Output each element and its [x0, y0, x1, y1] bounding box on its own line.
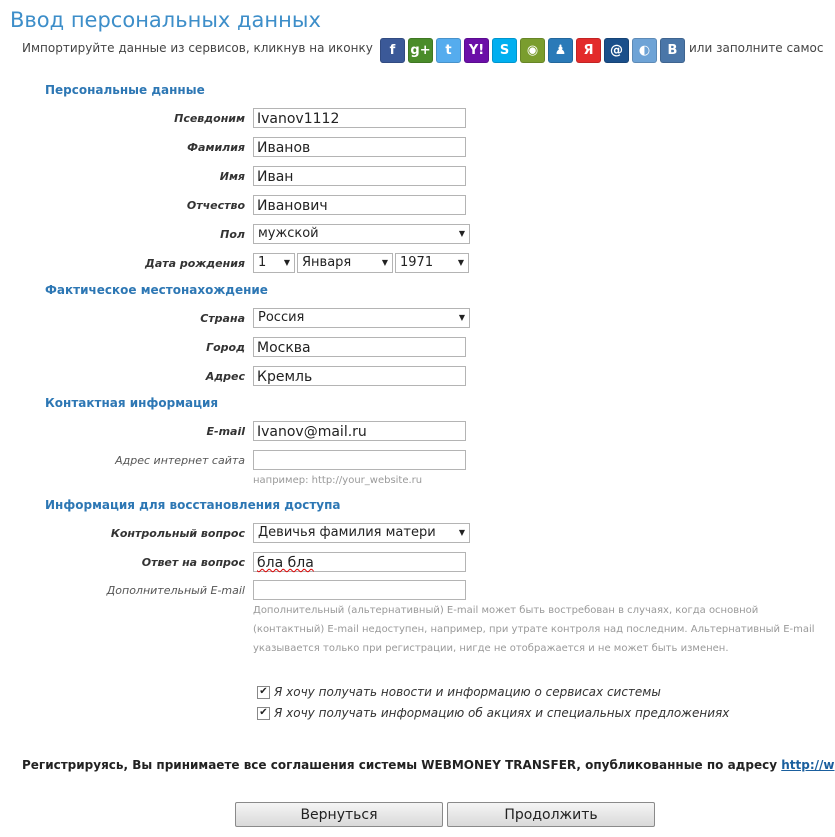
- news-checkbox-label[interactable]: Я хочу получать новости и информацию о сервисах системы: [274, 685, 661, 699]
- promo-checkbox-label[interactable]: Я хочу получать информацию об акциях и специальных предложениях: [274, 706, 730, 720]
- agreement-link[interactable]: http://w: [781, 758, 835, 772]
- facebook-icon[interactable]: f: [380, 38, 405, 63]
- extra-email-help: Дополнительный (альтернативный) E-mail может быть востребован в случаях, когда основной (контактный) E-mail недоступен, например, при утрате контроля над последним. Альтернативный E-mail указывается только при регистрации, нигде не отображается и не может быть изменен.: [253, 605, 815, 654]
- extra-email-label: Дополнительный E-mail: [106, 584, 245, 597]
- google-icon[interactable]: g+: [408, 38, 433, 63]
- city-input[interactable]: Москва: [253, 337, 466, 357]
- lastname-input[interactable]: Иванов: [253, 137, 466, 157]
- extra-email-input[interactable]: [253, 580, 466, 600]
- agreement-statement: Регистрируясь, Вы принимаете все соглашения системы WEBMONEY TRANSFER, опубликованные по адресу: [22, 758, 778, 772]
- promo-checkbox[interactable]: ✔: [257, 707, 270, 720]
- firstname-input[interactable]: Иван: [253, 166, 466, 186]
- email-input[interactable]: Ivanov@mail.ru: [253, 421, 466, 441]
- answer-input[interactable]: [253, 552, 466, 572]
- nickname-label: Псевдоним: [174, 112, 245, 125]
- email-label: E-mail: [206, 425, 245, 438]
- section-location-heading: Фактическое местонахождение: [45, 283, 268, 297]
- country-value: Россия: [258, 310, 305, 325]
- agreement-text: [22, 758, 835, 772]
- openid-icon[interactable]: ◉: [520, 38, 545, 63]
- promo-subscription-row: [257, 706, 729, 720]
- nickname-input[interactable]: Ivanov1112: [253, 108, 466, 128]
- city-label: Город: [206, 341, 245, 354]
- patronymic-label: Отчество: [186, 199, 245, 212]
- section-contact-heading: Контактная информация: [45, 396, 219, 410]
- firstname-label: Имя: [219, 170, 245, 183]
- birth-month-select[interactable]: [297, 253, 393, 273]
- page-title: Ввод персональных данных: [10, 8, 321, 32]
- odnoklassniki-icon[interactable]: ◐: [632, 38, 657, 63]
- website-hint: например: http://your_website.ru: [253, 475, 423, 486]
- skype-icon[interactable]: S: [492, 38, 517, 63]
- yahoo-icon[interactable]: Y!: [464, 38, 489, 63]
- section-personal-heading: Персональные данные: [45, 83, 205, 97]
- answer-value: бла бла: [257, 555, 314, 571]
- myspace-icon[interactable]: ♟: [548, 38, 573, 63]
- continue-button[interactable]: Продолжить: [447, 802, 655, 827]
- birth-day-select[interactable]: [253, 253, 295, 273]
- website-label: Адрес интернет сайта: [115, 454, 245, 467]
- question-label: Контрольный вопрос: [110, 527, 245, 540]
- birth-year-value: 1971: [400, 255, 434, 270]
- mailru-icon[interactable]: @: [604, 38, 629, 63]
- news-checkbox[interactable]: ✔: [257, 686, 270, 699]
- yandex-icon[interactable]: Я: [576, 38, 601, 63]
- answer-label: Ответ на вопрос: [141, 556, 245, 569]
- patronymic-input[interactable]: Иванович: [253, 195, 466, 215]
- news-subscription-row: [257, 685, 661, 699]
- import-service-icons: [380, 38, 685, 63]
- website-input[interactable]: [253, 450, 466, 470]
- country-select[interactable]: [253, 308, 470, 328]
- back-button[interactable]: Вернуться: [235, 802, 443, 827]
- question-select[interactable]: [253, 523, 470, 543]
- birth-month-value: Января: [302, 255, 352, 270]
- lastname-label: Фамилия: [187, 141, 245, 154]
- question-value: Девичья фамилия матери: [258, 525, 436, 540]
- gender-select[interactable]: [253, 224, 470, 244]
- birth-day-value: 1: [258, 255, 267, 270]
- birth-year-select[interactable]: [395, 253, 469, 273]
- vkontakte-icon[interactable]: B: [660, 38, 685, 63]
- address-input[interactable]: Кремль: [253, 366, 466, 386]
- twitter-icon[interactable]: t: [436, 38, 461, 63]
- country-label: Страна: [200, 312, 245, 325]
- birthdate-label: Дата рождения: [145, 257, 245, 270]
- import-prompt: Импортируйте данные из сервисов, кликнув на иконку: [22, 41, 373, 55]
- address-label: Адрес: [205, 370, 245, 383]
- section-recovery-heading: Информация для восстановления доступа: [45, 498, 341, 512]
- gender-value: мужской: [258, 226, 319, 241]
- import-prompt-suffix: или заполните самос: [689, 41, 824, 55]
- gender-label: Пол: [220, 228, 245, 241]
